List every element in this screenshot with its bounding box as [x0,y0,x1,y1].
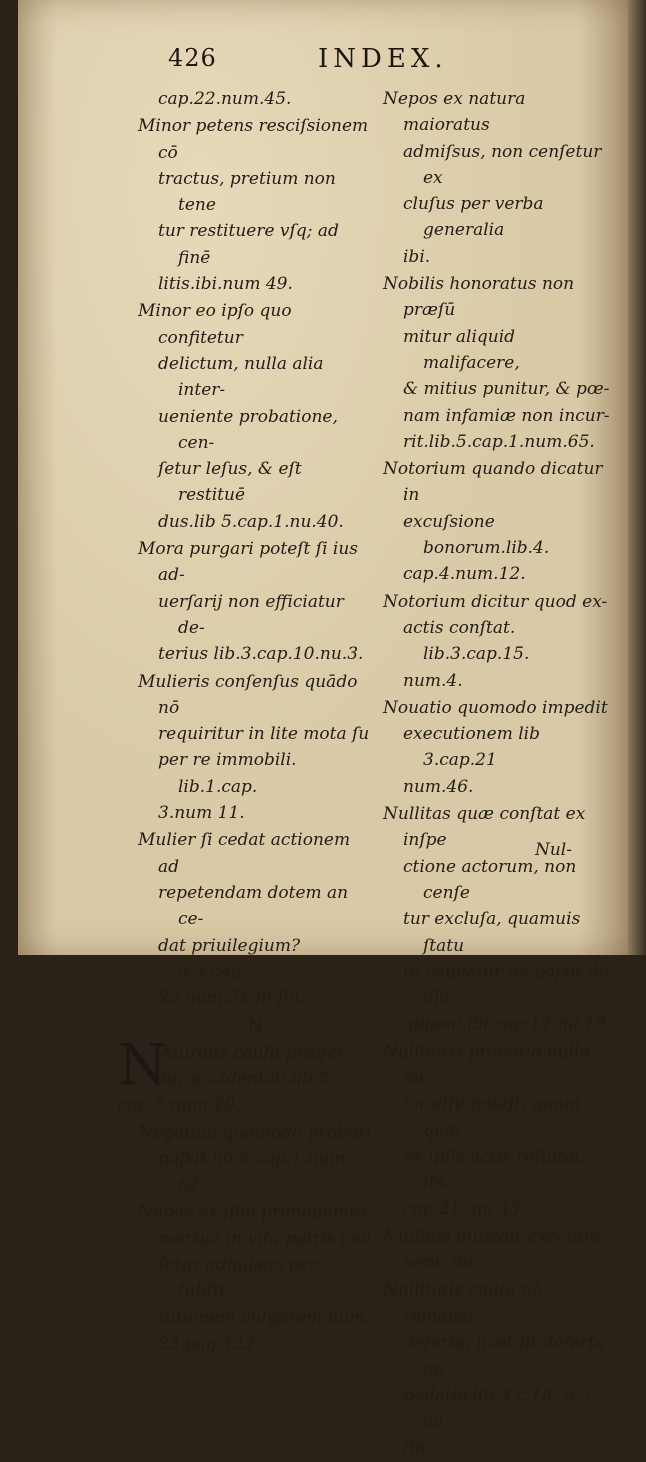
page-number: 426 [168,44,217,72]
entry-line: pellatio.lib.3.c.18. n.5. ad [403,1385,596,1432]
right-column [383,86,613,1462]
entry-line: dus.lib 5.cap.1.nu.40. [158,511,344,532]
entry-line: ex ipſis actis reſultat. ibi. [403,1146,587,1194]
entry-line: fin. [403,1438,431,1459]
index-entry [383,456,613,587]
entry-line: cap.4.num.12. [403,564,526,585]
entry-line: per re immobili. lib.1.cap. [158,750,297,797]
entry-line: nem. ibi. [403,1253,479,1274]
index-entry [383,1224,613,1277]
entry-line: mortuo in vita patris cen [158,1228,372,1249]
entry-line: 22.num.51.in fin. [158,988,305,1009]
entry-line: ctione actorum, non cenſe [403,856,577,903]
index-entry [138,298,373,535]
entry-line: ſetur leſus, & eſt restituē [158,459,302,506]
left-column [118,86,373,1358]
entry-line: num.46. [403,776,474,797]
entry-line: excuſsione bonorum.lib.4. [403,511,550,559]
entry-line: repetendam dotem an ce- [158,882,349,930]
dropcap-letter: N [118,1032,167,1098]
entry-line: deſerta, licet ſit deſerta ap [403,1332,606,1380]
entry-line: cap.21. nu.43. [403,1199,526,1220]
entry-line: Nepos ex filio primogenito [138,1202,367,1223]
entry-line: ibi. [403,246,431,267]
entry-line: uerſarij non efficiatur de- [158,591,344,638]
entry-line: tur accidentali.lib.2. [160,1068,335,1089]
index-entry [138,86,373,112]
entry-line: ior eſſe poteſt, quam quæ [403,1094,581,1141]
entry-line: Nepos ex natura maioratus [383,89,526,136]
entry-line: to caueatur nē poſsit de illa [403,961,609,1009]
entry-line: Mulieris conſenſus quādo nō [138,671,358,718]
entry-line: nam infamiæ non incur- [403,405,610,426]
entry-line: Nullitatis cauſa nō remanet [383,1280,543,1327]
entry-line: requiritur in lite mota ſu [158,724,370,745]
page-header [168,44,468,84]
entry-line: admiſsus, non cenſetur ex [403,141,602,188]
book-page [18,0,630,1459]
index-entry [383,589,613,694]
adjacent-page-edge [628,0,646,955]
entry-line: num.4. [403,670,463,691]
entry-line: Nullitatis probatio nulla ma- [383,1041,590,1088]
entry-line: Nobilis honoratus non præſū [383,274,575,321]
running-title: INDEX. [318,44,448,74]
entry-line: Minor petens resciſsionem cō [138,116,369,163]
entry-line: cap.22.num.45. [158,89,292,109]
entry-line: cluſus per verba generalia [403,194,544,241]
entry-line: rit.lib.5.cap.1.num.65. [403,431,595,452]
index-entry [383,695,613,800]
entry-line: tur restituere vſq; ad finē [158,221,339,268]
index-entry [138,827,373,1011]
entry-line: litis.ibi.num 49. [158,274,293,295]
index-entry [138,669,373,827]
entry-line: tutionem vulgarem.num. [158,1307,371,1328]
entry-line: delictum, nulla alia inter- [158,353,324,401]
index-entry [383,1277,613,1461]
entry-line: poſsit lib.5 cap.1.num 62. [158,1148,346,1196]
index-entry [138,113,373,297]
index-entry [138,536,373,667]
index-entry [138,1199,373,1357]
entry-line: Negatiua quomodo probari [138,1122,372,1143]
entry-line: Mora purgari poteſt ſi ius ad- [138,539,359,586]
entry-line: ſetur admiſsus per ſubſti- [158,1255,318,1302]
entry-line: tur excluſa, quamuis ſtatu [403,909,581,956]
entry-line: Nullitas quæ conſtat ex inſpe [383,804,586,851]
entry-line: Mulier ſi cedat actionem ad [138,830,351,877]
index-entry [383,271,613,455]
entry-line: Nullitas impedit executio- [383,1226,606,1247]
entry-line: dat priuilegium? li.3.cap. [158,935,301,982]
entry-line: actis conſtat. lib.3.cap.15. [403,617,530,665]
dropcap-entry [118,1032,373,1119]
entry-line: Aturalis cauſa præfer- [160,1042,351,1063]
index-entry [383,801,613,1038]
entry-line: tractus, pretium non tene [158,168,336,216]
entry-line: 25.pag.122. [158,1333,261,1354]
entry-line: terius lib.3.cap.10.nu.3. [158,644,364,665]
entry-line: mitur aliquid malifacere, [403,326,520,373]
entry-line: Minor eo ipſo quo confitetur [138,301,292,348]
entry-line: & mitius punitur, & pœ- [403,379,610,400]
entry-line: Notorium quando dicatur in [383,459,603,506]
catchword: Nul- [534,840,572,860]
entry-line: opponi.ibi.cap.12.nu.18. [403,1014,612,1035]
index-entry [138,1120,373,1199]
entry-line: 3.num 11. [158,803,245,824]
entry-line: ueniente probatione, cen- [158,406,338,453]
entry-line: Nouatio quomodo impedit [383,697,608,718]
index-entry [383,86,613,270]
entry-line: executionem lib 3.cap.21 [403,724,540,771]
entry-line: cap.3.num.20. [118,1095,241,1116]
index-entry [383,1039,613,1223]
section-letter: N [247,1015,264,1037]
entry-line: Notorium dicitur quod ex- [383,591,608,612]
